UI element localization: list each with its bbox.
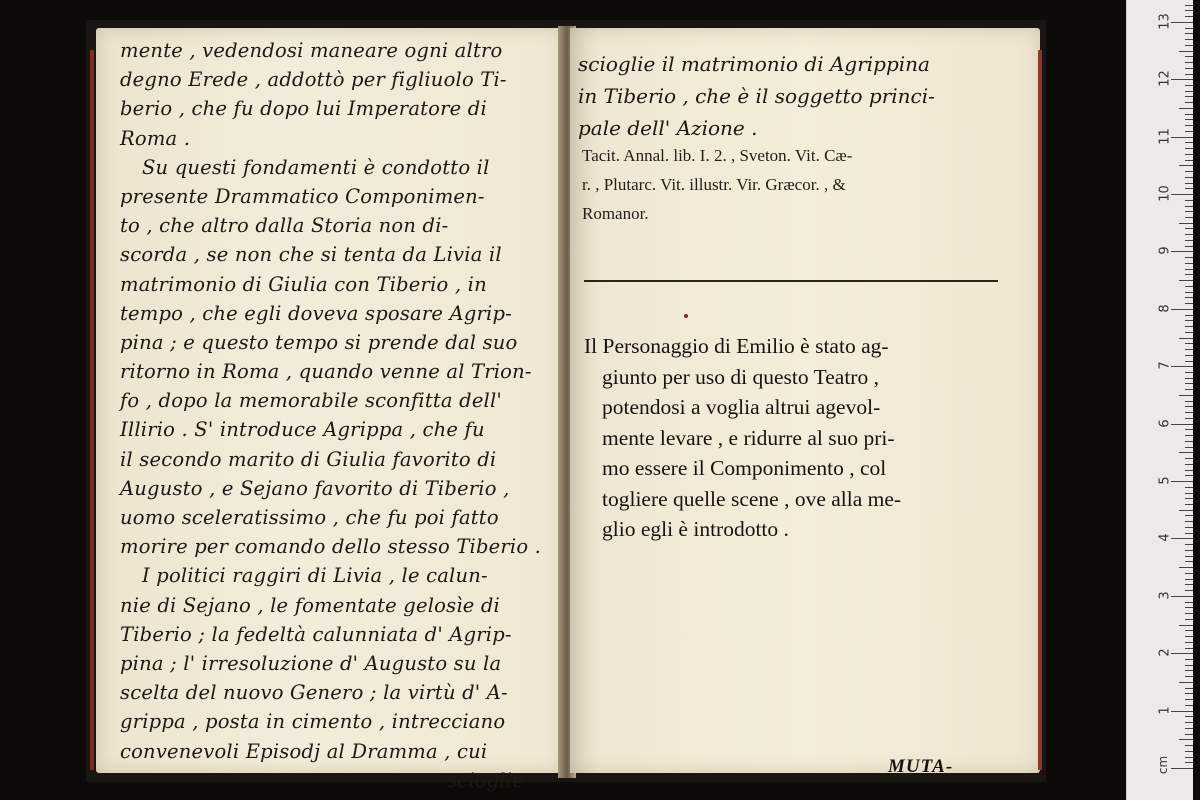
right-page: [570, 28, 1040, 777]
left-text-line: convenevoli Episodj al Dramma , cui: [120, 739, 488, 763]
left-text-line: mente , vedendosi maneare ogni altro: [120, 39, 503, 62]
ruler-tick: [1185, 160, 1193, 161]
ruler-tick: [1185, 102, 1193, 103]
ruler-tick: [1185, 234, 1193, 235]
left-page-text: [120, 36, 550, 795]
ruler-tick: [1185, 527, 1193, 528]
ruler-tick: [1185, 292, 1193, 293]
left-text-line: grippa , posta in cimento , intrecciano: [120, 710, 506, 734]
ruler-tick: [1185, 274, 1193, 275]
ruler-tick: [1185, 171, 1193, 172]
ruler-tick: [1185, 636, 1193, 637]
ruler-tick: [1185, 114, 1193, 115]
ruler-tick: [1185, 728, 1193, 729]
ruler-tick: [1185, 5, 1193, 6]
ruler-tick: [1185, 498, 1193, 499]
ruler-tick: [1171, 538, 1193, 539]
ruler-tick: [1185, 16, 1193, 17]
left-text-line: fo , dopo la memorabile sconfitta dell': [120, 389, 502, 413]
note-line: giunto per uso di questo Teatro ,: [602, 364, 879, 389]
open-book: [86, 20, 1046, 792]
ruler-tick: [1185, 688, 1193, 689]
ruler-tick: [1185, 286, 1193, 287]
ruler-tick: [1171, 22, 1193, 23]
left-catchword: scioglie: [446, 768, 524, 792]
note-line: mente levare , e ridurre al suo pri-: [602, 425, 895, 450]
ruler-tick: [1185, 429, 1193, 430]
ruler-tick: [1179, 452, 1193, 453]
ruler-tick: [1171, 194, 1193, 195]
ruler-tick: [1185, 584, 1193, 585]
ruler-tick: [1185, 458, 1193, 459]
ruler-number: 1: [1157, 705, 1173, 715]
ruler-number: 3: [1157, 591, 1173, 600]
left-text-line: il secondo marito di Giulia favorito di: [120, 447, 497, 471]
left-text-line: I politici raggiri di Livia , le calun-: [142, 564, 488, 588]
left-text-line: to , che altro dalla Storia non di-: [120, 214, 449, 238]
ruler-tick: [1185, 206, 1193, 207]
ruler-tick: [1185, 228, 1193, 229]
ruler-tick: [1179, 682, 1193, 683]
ruler-tick: [1179, 395, 1193, 396]
horizontal-rule: [584, 280, 998, 282]
ink-dot: [684, 314, 688, 318]
ruler-tick: [1185, 642, 1193, 643]
ruler-tick: [1179, 338, 1193, 339]
ruler-tick: [1185, 240, 1193, 241]
right-page-italic-text: [578, 48, 1018, 144]
ruler-tick: [1171, 424, 1193, 425]
ruler-tick: [1185, 602, 1193, 603]
left-text-line: tempo , che egli doveva sposare Agrip-: [120, 301, 512, 325]
ruler-tick: [1185, 125, 1193, 126]
left-page: [96, 28, 564, 792]
ruler-tick: [1185, 757, 1193, 758]
ruler-tick: [1185, 91, 1193, 92]
ruler-tick: [1185, 521, 1193, 522]
ruler-tick: [1171, 137, 1193, 138]
note-line: mo essere il Componimento , col: [602, 456, 887, 480]
ruler-tick: [1185, 406, 1193, 407]
ruler-tick: [1185, 493, 1193, 494]
ruler-tick: [1185, 475, 1193, 476]
ruler-tick: [1185, 142, 1193, 143]
left-text-line: morire per comando dello stesso Tiberio .: [120, 535, 542, 559]
ruler-tick: [1185, 315, 1193, 316]
ruler-tick: [1185, 119, 1193, 120]
ruler-tick: [1185, 630, 1193, 631]
right-italic-line: scioglie il matrimonio di Agrippina: [578, 52, 930, 76]
left-text-line: ritorno in Roma , quando venne al Trion-: [120, 360, 532, 384]
ruler-tick: [1185, 619, 1193, 620]
left-text-line: Roma .: [120, 126, 191, 150]
ruler-tick: [1185, 303, 1193, 304]
ruler-tick: [1171, 596, 1193, 597]
ruler-tick: [1185, 699, 1193, 700]
ruler-tick: [1185, 68, 1193, 69]
ruler-tick: [1185, 533, 1193, 534]
right-page-edge: [1038, 50, 1042, 770]
ruler-tick: [1185, 154, 1193, 155]
ruler-tick: [1171, 711, 1193, 712]
ruler-tick: [1185, 705, 1193, 706]
ruler-tick: [1179, 108, 1193, 109]
measuring-ruler: [1126, 0, 1193, 800]
ruler-tick: [1185, 561, 1193, 562]
right-italic-line: pale dell' Azione .: [578, 116, 758, 140]
source-references: [582, 141, 1012, 228]
ruler-tick: [1185, 10, 1193, 11]
left-text-line: Su questi fondamenti è condotto il: [142, 155, 490, 179]
ruler-tick: [1179, 51, 1193, 52]
left-text-line: nie di Sejano , le fomentate gelosìe di: [120, 593, 500, 617]
ruler-tick: [1171, 653, 1193, 654]
ruler-number: 5: [1157, 476, 1173, 485]
left-text-line: Augusto , e Sejano favorito di Tiberio ,: [120, 476, 510, 500]
ruler-tick: [1185, 676, 1193, 677]
ruler-tick: [1179, 567, 1193, 568]
ruler-number: 11: [1157, 127, 1173, 145]
ruler-tick: [1171, 309, 1193, 310]
ruler-tick: [1171, 768, 1193, 769]
ruler-tick: [1185, 177, 1193, 178]
ruler-tick: [1185, 716, 1193, 717]
right-catchword: MUTA-: [888, 756, 954, 777]
ruler-tick: [1185, 372, 1193, 373]
ruler-tick: [1185, 607, 1193, 608]
note-line: glio egli è introdotto .: [602, 517, 789, 541]
ruler-tick: [1185, 39, 1193, 40]
ruler-tick: [1185, 579, 1193, 580]
ruler-tick: [1185, 355, 1193, 356]
ruler-tick: [1185, 257, 1193, 258]
ruler-tick: [1185, 62, 1193, 63]
ruler-unit: cm: [1156, 755, 1170, 775]
ruler-tick: [1185, 332, 1193, 333]
note-line: Il Personaggio di Emilio è stato ag-: [584, 334, 889, 358]
ruler-tick: [1179, 280, 1193, 281]
ruler-tick: [1171, 251, 1193, 252]
ruler-tick: [1185, 734, 1193, 735]
ruler-tick: [1185, 556, 1193, 557]
ruler-tick: [1185, 131, 1193, 132]
left-text-line: scelta del nuovo Genero ; la virtù d' A-: [120, 681, 508, 705]
ruler-tick: [1185, 418, 1193, 419]
ruler-tick: [1185, 361, 1193, 362]
ruler-tick: [1179, 165, 1193, 166]
ruler-tick: [1185, 464, 1193, 465]
ruler-tick: [1185, 573, 1193, 574]
ruler-tick: [1185, 751, 1193, 752]
ruler-number: 9: [1157, 246, 1173, 256]
left-text-line: presente Drammatico Componimen-: [120, 184, 485, 208]
ruler-tick: [1185, 148, 1193, 149]
ruler-tick: [1185, 56, 1193, 57]
reference-line: Tacit. Annal. lib. I. 2. , Sveton. Vit. Cæ-: [582, 146, 853, 165]
ruler-tick: [1185, 349, 1193, 350]
ruler-number: 13: [1157, 13, 1173, 30]
left-text-line: berio , che fu dopo lui Imperatore di: [120, 97, 487, 121]
ruler-tick: [1171, 366, 1193, 367]
ruler-tick: [1185, 447, 1193, 448]
ruler-tick: [1185, 269, 1193, 270]
ruler-tick: [1185, 28, 1193, 29]
ruler-tick: [1179, 223, 1193, 224]
ruler-tick: [1185, 389, 1193, 390]
ruler-tick: [1185, 648, 1193, 649]
ruler-tick: [1185, 401, 1193, 402]
left-text-line: degno Erede , addottò per figliuolo Ti-: [120, 68, 507, 92]
ruler-tick: [1185, 33, 1193, 34]
left-text-line: pina ; e questo tempo si prende dal suo: [120, 330, 518, 354]
ruler-tick: [1185, 487, 1193, 488]
ruler-tick: [1185, 320, 1193, 321]
right-italic-line: in Tiberio , che è il soggetto princi-: [578, 84, 935, 108]
ruler-tick: [1185, 762, 1193, 763]
ruler-tick: [1185, 326, 1193, 327]
ruler-tick: [1185, 85, 1193, 86]
ruler-tick: [1185, 74, 1193, 75]
ruler-tick: [1185, 590, 1193, 591]
ruler-tick: [1171, 79, 1193, 80]
ruler-tick: [1185, 383, 1193, 384]
ruler-number: 8: [1157, 304, 1173, 313]
ruler-tick: [1185, 45, 1193, 46]
ruler-tick: [1171, 481, 1193, 482]
ruler-tick: [1185, 441, 1193, 442]
left-text-line: Tiberio ; la fedeltà calunniata d' Agrip-: [120, 622, 512, 646]
ruler-tick: [1185, 183, 1193, 184]
ruler-tick: [1185, 200, 1193, 201]
ruler-tick: [1179, 739, 1193, 740]
note-line: togliere quelle scene , ove alla me-: [602, 486, 902, 511]
ruler-tick: [1185, 659, 1193, 660]
ruler-number: 12: [1157, 70, 1173, 87]
ruler-tick: [1185, 263, 1193, 264]
ruler-number: 4: [1157, 533, 1173, 543]
ruler-number: 6: [1157, 418, 1173, 428]
ruler-tick: [1185, 378, 1193, 379]
ruler-tick: [1185, 693, 1193, 694]
ruler-tick: [1185, 96, 1193, 97]
ruler-tick: [1185, 613, 1193, 614]
ruler-number: 7: [1157, 361, 1173, 370]
ruler-number: 10: [1157, 185, 1173, 202]
ruler-tick: [1185, 297, 1193, 298]
ruler-tick: [1185, 470, 1193, 471]
ruler-tick: [1185, 745, 1193, 746]
ruler-tick: [1185, 504, 1193, 505]
ruler-tick: [1185, 412, 1193, 413]
left-text-line: Illirio . S' introduce Agrippa , che fu: [120, 418, 485, 442]
ruler-tick: [1185, 665, 1193, 666]
left-text-line: scorda , se non che si tenta da Livia il: [120, 243, 502, 267]
left-page-edge: [90, 50, 94, 770]
left-text-line: pina ; l' irresoluzione d' Augusto su la: [120, 651, 502, 675]
ruler-tick: [1185, 550, 1193, 551]
ruler-tick: [1185, 211, 1193, 212]
ruler-tick: [1185, 722, 1193, 723]
ruler-tick: [1179, 625, 1193, 626]
left-text-line: matrimonio di Giulia con Tiberio , in: [120, 272, 487, 296]
ruler-tick: [1185, 670, 1193, 671]
ruler-tick: [1185, 217, 1193, 218]
ruler-number: 2: [1157, 648, 1173, 657]
reference-line: Romanor.: [582, 204, 649, 223]
ruler-tick: [1185, 544, 1193, 545]
ruler-tick: [1185, 435, 1193, 436]
ruler-tick: [1179, 510, 1193, 511]
ruler-tick: [1185, 343, 1193, 344]
left-text-line: uomo sceleratissimo , che fu poi fatto: [120, 506, 499, 529]
reference-line: r. , Plutarc. Vit. illustr. Vir. Græcor. , &: [582, 175, 846, 194]
note-line: potendosi a voglia altrui agevol-: [602, 395, 881, 419]
ruler-tick: [1185, 246, 1193, 247]
ruler-tick: [1185, 515, 1193, 516]
ruler-tick: [1185, 188, 1193, 189]
character-note: [584, 331, 1014, 545]
